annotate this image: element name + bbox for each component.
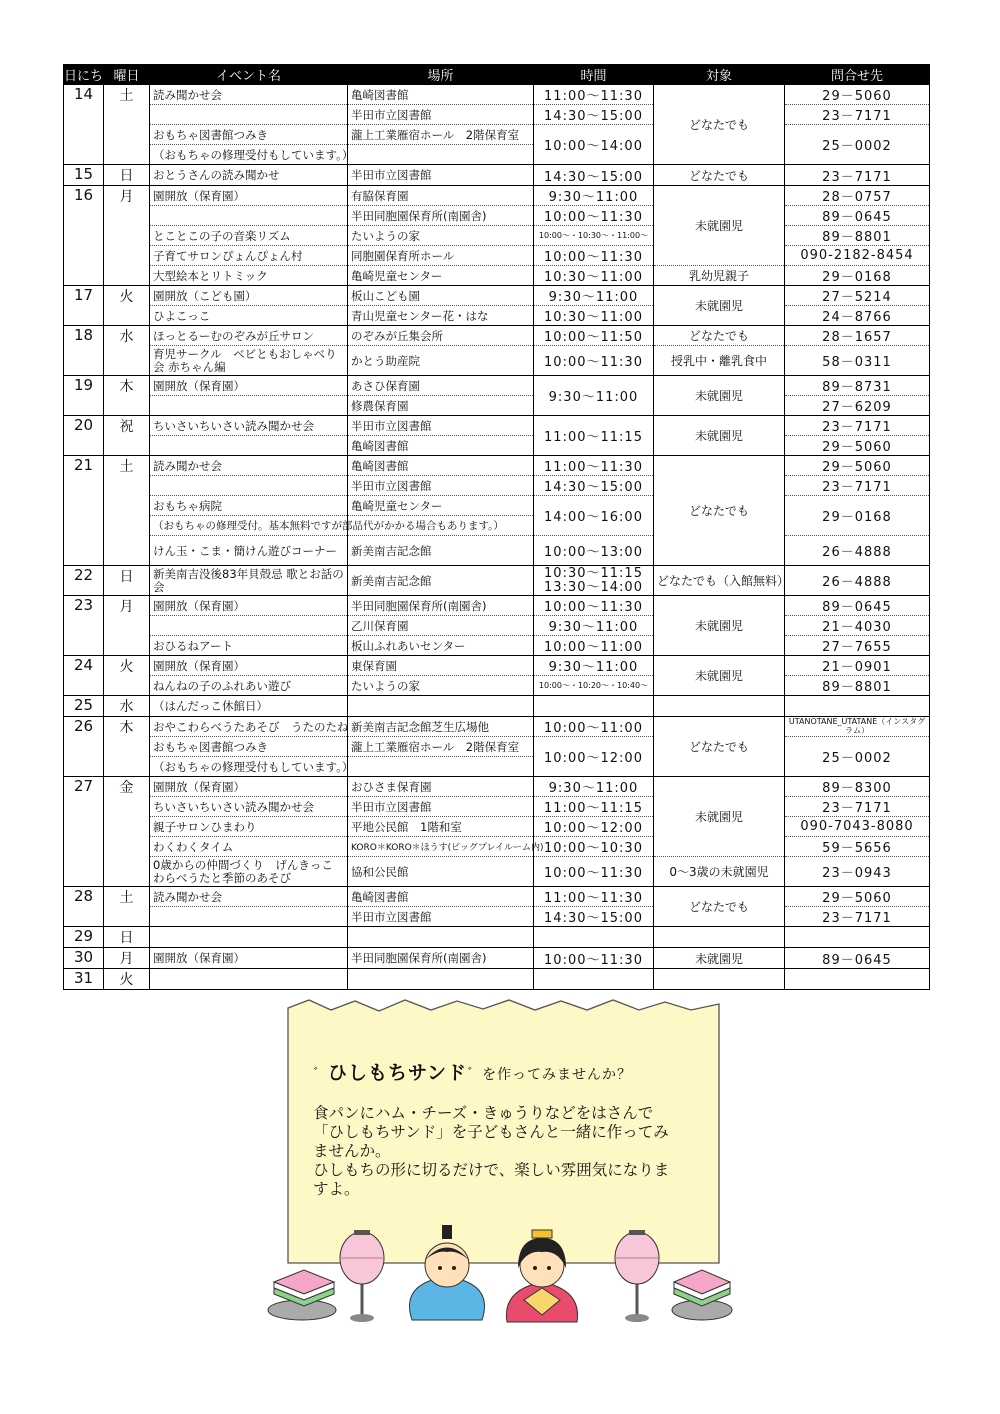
weekday-cell: 水 — [104, 696, 150, 717]
table-row — [64, 125, 930, 145]
day-cell: 26 — [64, 717, 104, 777]
event-cell: ちいさいちいさい読み聞かせ会 — [150, 416, 348, 436]
contact-cell: 27－5214 — [785, 286, 930, 306]
place-cell: たいようの家 — [348, 226, 534, 246]
place-cell: 半田市立図書館 — [348, 165, 534, 186]
contact-cell: 29－5060 — [785, 456, 930, 476]
target-cell: どなたでも — [654, 887, 785, 927]
table-row — [64, 797, 930, 817]
time-cell: 14:00～16:00 — [534, 496, 654, 536]
event-cell: 読み聞かせ会 — [150, 456, 348, 476]
day-cell: 28 — [64, 887, 104, 927]
time-cell: 10:00～11:30 — [534, 246, 654, 266]
header-time: 時間 — [534, 65, 654, 85]
weekday-cell: 祝 — [104, 416, 150, 456]
event-cell: 親子サロンひまわり — [150, 817, 348, 837]
time-cell: 10:00～11:30 — [534, 346, 654, 376]
header-contact: 問合せ先 — [785, 65, 930, 85]
table-row — [64, 85, 930, 105]
place-cell: 有脇保育園 — [348, 186, 534, 206]
time-cell: 10:00～11:30 — [534, 857, 654, 887]
event-cell: 育児サークル ベビともおしゃべり会 赤ちゃん編 — [150, 346, 348, 376]
event-cell: 新美南吉没後83年貝殻忌 歌とお話の会 — [150, 566, 348, 596]
target-cell: 未就園児 — [654, 656, 785, 696]
time-cell: 10:00～10:30 — [534, 837, 654, 857]
contact-cell: 89－8801 — [785, 226, 930, 246]
event-cell — [150, 105, 348, 125]
contact-cell — [785, 969, 930, 990]
event-cell: おとうさんの読み聞かせ — [150, 165, 348, 186]
weekday-cell: 日 — [104, 165, 150, 186]
time-cell: 11:00～11:15 — [534, 416, 654, 456]
contact-cell: 59－5656 — [785, 837, 930, 857]
contact-cell: 26－4888 — [785, 566, 930, 596]
time-cell: 9:30～11:00 — [534, 376, 654, 416]
contact-cell: 25－0002 — [785, 737, 930, 777]
table-row — [64, 376, 930, 396]
time-cell: 10:30～11:00 — [534, 306, 654, 326]
table-row — [64, 777, 930, 797]
contact-cell: 89－8300 — [785, 777, 930, 797]
contact-cell: 23－7171 — [785, 165, 930, 186]
notice-line: 「ひしもちサンド」を子どもさんと一緒に作ってみ — [313, 1123, 669, 1141]
place-cell: 瀧上工業雁宿ホール 2階保育室 — [348, 125, 534, 145]
event-cell: （おもちゃの修理受付もしています。） — [150, 145, 348, 165]
time-cell: 14:30～15:00 — [534, 476, 654, 496]
table-row — [64, 817, 930, 837]
time-cell: 11:00～11:30 — [534, 887, 654, 907]
day-cell: 14 — [64, 85, 104, 165]
contact-cell: 23－7171 — [785, 907, 930, 927]
place-cell: 亀崎図書館 — [348, 436, 534, 456]
weekday-cell: 木 — [104, 717, 150, 777]
table-row — [64, 186, 930, 206]
place-cell: 青山児童センター花・はな — [348, 306, 534, 326]
table-row — [64, 717, 930, 737]
event-cell — [150, 927, 348, 948]
time-cell: 10:30～11:15 13:30～14:00 — [534, 566, 654, 596]
place-cell: 新美南吉記念館芝生広場他 — [348, 717, 534, 737]
weekday-cell: 火 — [104, 286, 150, 326]
table-row — [64, 907, 930, 927]
contact-cell: 29－5060 — [785, 436, 930, 456]
contact-cell: 27－6209 — [785, 396, 930, 416]
event-cell: （はんだっこ休館日） — [150, 696, 348, 717]
place-cell: 亀崎児童センター — [348, 496, 534, 516]
time-cell: 10:00～11:30 — [534, 206, 654, 226]
event-cell: 園開放（保育園） — [150, 596, 348, 616]
day-cell: 21 — [64, 456, 104, 566]
place-cell: 平地公民館 1階和室 — [348, 817, 534, 837]
contact-cell: 23－7171 — [785, 416, 930, 436]
day-cell: 18 — [64, 326, 104, 376]
weekday-cell: 土 — [104, 456, 150, 566]
event-cell: おやこわらべうたあそび うたのたね — [150, 717, 348, 737]
place-cell: 亀崎図書館 — [348, 887, 534, 907]
time-cell: 10:00～11:00 — [534, 717, 654, 737]
place-cell: 乙川保育園 — [348, 616, 534, 636]
table-header-row — [64, 65, 930, 85]
table-row — [64, 105, 930, 125]
table-row — [64, 346, 930, 376]
day-cell: 27 — [64, 777, 104, 887]
event-cell: 0歳からの仲間づくり げんきっこ わらべうたと季節のあそび — [150, 857, 348, 887]
table-row — [64, 536, 930, 566]
contact-cell: 21－4030 — [785, 616, 930, 636]
event-cell — [150, 616, 348, 636]
time-cell: 11:00～11:30 — [534, 85, 654, 105]
table-row — [64, 696, 930, 717]
target-cell: どなたでも — [654, 717, 785, 777]
schedule-body — [64, 85, 930, 990]
contact-cell: 29－5060 — [785, 887, 930, 907]
weekday-cell: 土 — [104, 85, 150, 165]
table-row — [64, 396, 930, 416]
weekday-cell: 月 — [104, 186, 150, 286]
place-cell: 半田市立図書館 — [348, 476, 534, 496]
table-row — [64, 206, 930, 226]
place-cell: 新美南吉記念館 — [348, 536, 534, 566]
event-cell: けん玉・こま・簡けん遊びコーナー — [150, 536, 348, 566]
event-cell: 大型絵本とリトミック — [150, 266, 348, 286]
place-cell — [348, 757, 534, 777]
place-cell: 新美南吉記念館 — [348, 566, 534, 596]
table-row — [64, 737, 930, 757]
place-cell: かとう助産院 — [348, 346, 534, 376]
event-cell — [150, 476, 348, 496]
table-row — [64, 596, 930, 616]
notice-line: ひしもちの形に切るだけで、楽しい雰囲気になりま — [313, 1161, 670, 1179]
table-row — [64, 656, 930, 676]
target-cell: 未就園児 — [654, 376, 785, 416]
lantern-left-icon — [340, 1230, 384, 1322]
time-cell: 9:30～11:00 — [534, 656, 654, 676]
time-cell: 10:00～12:00 — [534, 737, 654, 777]
event-cell — [150, 969, 348, 990]
table-row — [64, 948, 930, 969]
target-cell: 乳幼児親子 — [654, 266, 785, 286]
time-cell: 9:30～11:00 — [534, 777, 654, 797]
day-cell: 29 — [64, 927, 104, 948]
target-cell: 未就園児 — [654, 596, 785, 656]
event-cell: 園開放（保育園） — [150, 186, 348, 206]
hishimochi-left-icon — [268, 1270, 336, 1320]
contact-cell: 090-7043-8080 — [785, 817, 930, 837]
event-cell: ちいさいちいさい読み聞かせ会 — [150, 797, 348, 817]
day-cell: 17 — [64, 286, 104, 326]
place-cell: KORO＊KORO＊ほうす(ビッグプレイルーム内) — [348, 837, 534, 857]
target-cell: 未就園児 — [654, 286, 785, 326]
weekday-cell: 水 — [104, 326, 150, 376]
table-row — [64, 266, 930, 286]
place-cell: 協和公民館 — [348, 857, 534, 887]
contact-cell — [785, 696, 930, 717]
time-cell: 9:30～11:00 — [534, 186, 654, 206]
place-cell: のぞみが丘集会所 — [348, 326, 534, 346]
notice-body — [313, 1104, 703, 1199]
day-cell: 23 — [64, 596, 104, 656]
target-cell: 未就園児 — [654, 777, 785, 857]
contact-cell: 25－0002 — [785, 125, 930, 165]
place-cell: 同胞園保育所ホール — [348, 246, 534, 266]
day-cell: 15 — [64, 165, 104, 186]
event-cell: 園開放（保育園） — [150, 376, 348, 396]
notice-title-suffix: を作ってみませんか？ — [482, 1067, 633, 1083]
event-cell: 園開放（保育園） — [150, 656, 348, 676]
table-row — [64, 326, 930, 346]
event-cell: 子育てサロンぴょんぴょん村 — [150, 246, 348, 266]
time-cell: 10:00～11:30 — [534, 948, 654, 969]
time-cell: 9:30～11:00 — [534, 286, 654, 306]
table-row — [64, 887, 930, 907]
contact-cell — [785, 927, 930, 948]
weekday-cell: 日 — [104, 566, 150, 596]
event-cell: わくわくタイム — [150, 837, 348, 857]
event-cell: おもちゃ病院 — [150, 496, 348, 516]
table-row — [64, 226, 930, 246]
place-cell: 板山ふれあいセンター — [348, 636, 534, 656]
place-cell: 亀崎図書館 — [348, 85, 534, 105]
event-schedule-table — [63, 64, 930, 990]
event-cell — [150, 206, 348, 226]
event-cell — [150, 907, 348, 927]
table-row — [64, 496, 930, 516]
contact-cell: 28－1657 — [785, 326, 930, 346]
notice-line: 食パンにハム・チーズ・きゅうりなどをはさんで — [313, 1104, 654, 1122]
event-cell: 読み聞かせ会 — [150, 887, 348, 907]
target-cell: どなたでも — [654, 456, 785, 566]
header-day: 日にち — [64, 65, 104, 85]
contact-cell: 89－8731 — [785, 376, 930, 396]
weekday-cell: 金 — [104, 777, 150, 887]
weekday-cell: 日 — [104, 927, 150, 948]
place-cell — [348, 696, 534, 717]
table-row — [64, 969, 930, 990]
contact-cell: 23－7171 — [785, 105, 930, 125]
table-row — [64, 566, 930, 596]
time-cell: 10:00～11:30 — [534, 596, 654, 616]
target-cell: どなたでも — [654, 326, 785, 346]
contact-cell: 29－0168 — [785, 266, 930, 286]
header-place: 場所 — [348, 65, 534, 85]
event-cell — [150, 396, 348, 416]
table-row — [64, 616, 930, 636]
time-cell: 11:00～11:15 — [534, 797, 654, 817]
place-cell: 半田市立図書館 — [348, 105, 534, 125]
place-cell: 半田市立図書館 — [348, 416, 534, 436]
day-cell: 16 — [64, 186, 104, 286]
target-cell — [654, 696, 785, 717]
contact-cell: 090-2182-8454 — [785, 246, 930, 266]
target-cell: どなたでも（入館無料） — [654, 566, 785, 596]
event-cell: 園開放（こども園） — [150, 286, 348, 306]
header-weekday: 曜日 — [104, 65, 150, 85]
contact-cell: 89－0645 — [785, 206, 930, 226]
day-cell: 24 — [64, 656, 104, 696]
place-cell: 亀崎図書館 — [348, 456, 534, 476]
time-cell: 14:30～15:00 — [534, 165, 654, 186]
place-cell: 半田同胞園保育所(南園舎) — [348, 596, 534, 616]
contact-cell: 23－7171 — [785, 797, 930, 817]
header-target: 対象 — [654, 65, 785, 85]
weekday-cell: 月 — [104, 948, 150, 969]
contact-cell: 28－0757 — [785, 186, 930, 206]
place-cell: あさひ保育園 — [348, 376, 534, 396]
day-cell: 19 — [64, 376, 104, 416]
event-cell: とことこの子の音楽リズム — [150, 226, 348, 246]
event-cell: ひよこっこ — [150, 306, 348, 326]
table-row — [64, 837, 930, 857]
place-cell: 亀崎児童センター — [348, 266, 534, 286]
contact-cell: 23－7171 — [785, 476, 930, 496]
place-cell: 修農保育園 — [348, 396, 534, 416]
event-cell: おもちゃ図書館つみき — [150, 737, 348, 757]
time-cell: 10:00～13:00 — [534, 536, 654, 566]
event-cell: おもちゃ図書館つみき — [150, 125, 348, 145]
contact-cell: 21－0901 — [785, 656, 930, 676]
target-cell: 授乳中・離乳食中 — [654, 346, 785, 376]
time-cell — [534, 927, 654, 948]
place-cell: 半田同胞園保育所(南園舎) — [348, 948, 534, 969]
contact-cell: 23－0943 — [785, 857, 930, 887]
place-cell: 半田市立図書館 — [348, 907, 534, 927]
target-cell — [654, 927, 785, 948]
event-cell: 読み聞かせ会 — [150, 85, 348, 105]
place-cell: 瀧上工業雁宿ホール 2階保育室 — [348, 737, 534, 757]
weekday-cell: 月 — [104, 596, 150, 656]
notice-title-main: ひしもちサンド — [328, 1062, 468, 1084]
notice-line: すよ。 — [313, 1180, 360, 1198]
contact-cell: 24－8766 — [785, 306, 930, 326]
target-cell: 未就園児 — [654, 186, 785, 266]
time-cell: 10:00～12:00 — [534, 817, 654, 837]
target-cell — [654, 969, 785, 990]
place-cell: 半田市立図書館 — [348, 797, 534, 817]
time-cell — [534, 969, 654, 990]
place-cell: 板山こども園 — [348, 286, 534, 306]
weekday-cell: 木 — [104, 376, 150, 416]
contact-cell: 89－0645 — [785, 596, 930, 616]
table-row — [64, 456, 930, 476]
time-cell: 14:30～15:00 — [534, 105, 654, 125]
target-cell: 0～3歳の未就園児 — [654, 857, 785, 887]
time-cell: 10:00～・10:20～・10:40～ — [534, 676, 654, 696]
event-cell: おひるねアート — [150, 636, 348, 656]
event-cell: ねんねの子のふれあい遊び — [150, 676, 348, 696]
place-cell — [348, 145, 534, 165]
day-cell: 30 — [64, 948, 104, 969]
ohina-sama-doll-icon — [506, 1230, 577, 1322]
time-cell: 9:30～11:00 — [534, 616, 654, 636]
contact-cell: 29－0168 — [785, 496, 930, 536]
place-cell — [348, 969, 534, 990]
time-cell: 10:30～11:00 — [534, 266, 654, 286]
place-cell: 半田同胞園保育所(南園舎) — [348, 206, 534, 226]
contact-cell: 89－0645 — [785, 948, 930, 969]
target-cell: どなたでも — [654, 165, 785, 186]
event-cell: ほっとるーむのぞみが丘サロン — [150, 326, 348, 346]
table-row — [64, 306, 930, 326]
table-row — [64, 246, 930, 266]
event-cell — [150, 436, 348, 456]
event-cell: （おもちゃの修理受付もしています。） — [150, 757, 348, 777]
notice-title: ゛ひしもちサンド゛を作ってみませんか？ — [313, 1062, 633, 1084]
table-row — [64, 436, 930, 456]
weekday-cell: 火 — [104, 656, 150, 696]
lantern-right-icon — [615, 1230, 659, 1322]
time-cell — [534, 696, 654, 717]
table-row — [64, 676, 930, 696]
place-cell: おひさま保育園 — [348, 777, 534, 797]
time-cell: 10:00～14:00 — [534, 125, 654, 165]
time-cell: 10:00～11:00 — [534, 636, 654, 656]
place-cell: 東保育園 — [348, 656, 534, 676]
contact-cell: 27－7655 — [785, 636, 930, 656]
table-row — [64, 636, 930, 656]
table-row — [64, 165, 930, 186]
target-cell: 未就園児 — [654, 416, 785, 456]
table-row — [64, 927, 930, 948]
day-cell: 22 — [64, 566, 104, 596]
time-cell: 14:30～15:00 — [534, 907, 654, 927]
table-row — [64, 286, 930, 306]
time-cell: 11:00～11:30 — [534, 456, 654, 476]
contact-cell: UTANOTANE_UTATANE（インスタグラム） — [785, 717, 930, 737]
weekday-cell: 火 — [104, 969, 150, 990]
hishimochi-right-icon — [672, 1270, 732, 1320]
contact-cell: 89－8801 — [785, 676, 930, 696]
target-cell: どなたでも — [654, 85, 785, 165]
contact-cell: 58－0311 — [785, 346, 930, 376]
day-cell: 20 — [64, 416, 104, 456]
day-cell: 25 — [64, 696, 104, 717]
weekday-cell: 土 — [104, 887, 150, 927]
place-cell: たいようの家 — [348, 676, 534, 696]
contact-cell: 26－4888 — [785, 536, 930, 566]
table-row — [64, 476, 930, 496]
notice-line: ませんか。 — [313, 1142, 391, 1160]
hina-doll-illustration — [262, 1220, 732, 1330]
event-cell: 園開放（保育園） — [150, 777, 348, 797]
contact-cell: 29－5060 — [785, 85, 930, 105]
time-cell: 10:00～11:50 — [534, 326, 654, 346]
time-cell: 10:00～・10:30～・11:00～ — [534, 226, 654, 246]
day-cell: 31 — [64, 969, 104, 990]
event-cell: （おもちゃの修理受付。基本無料ですが部品代がかかる場合もあります。） — [150, 516, 348, 536]
odairi-sama-doll-icon — [410, 1225, 485, 1320]
target-cell: 未就園児 — [654, 948, 785, 969]
event-cell: 園開放（保育園） — [150, 948, 348, 969]
place-cell — [348, 927, 534, 948]
table-row — [64, 416, 930, 436]
header-event: イベント名 — [150, 65, 348, 85]
table-row — [64, 857, 930, 887]
